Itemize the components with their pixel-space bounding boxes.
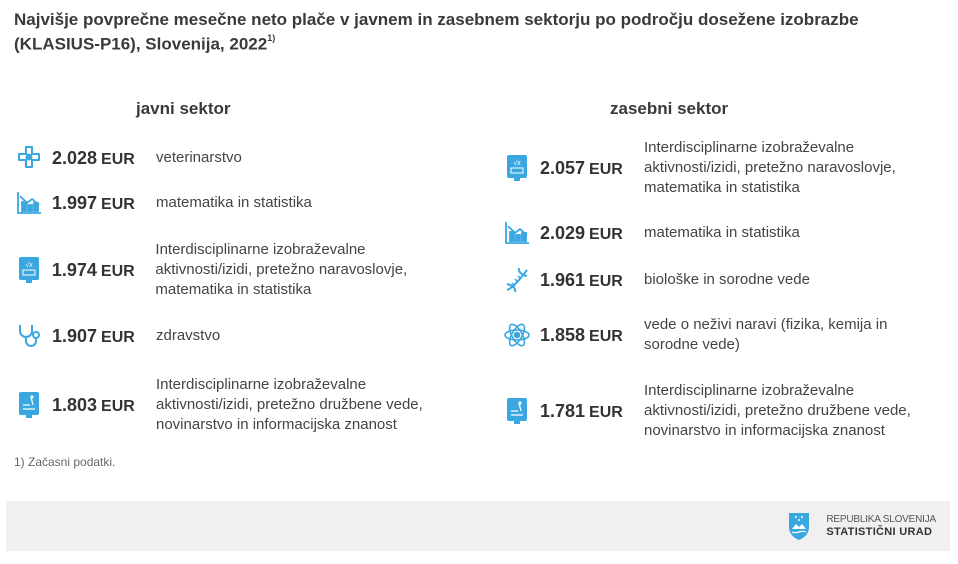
private-item [502,315,952,355]
page-title [14,9,944,55]
field-label: matematika in statistika [156,194,312,211]
amount-value: 2.057 [540,157,586,178]
currency-label: EUR [589,327,623,345]
public-item [14,240,454,300]
coat-of-arms-icon [788,511,810,541]
field-label: vede o neživi naravi (fizika, kemija in sorodne vede) [644,316,888,353]
atom-icon [502,320,532,350]
currency-label: EUR [589,403,623,421]
currency-label: EUR [101,397,135,415]
logo-line-2: STATISTIČNI URAD [826,526,933,538]
amount-value: 2.028 [52,147,98,168]
amount-value: 1.907 [52,325,98,346]
currency-label: EUR [100,262,135,280]
amount-value: 1.781 [540,400,586,421]
currency-label: EUR [589,272,623,290]
private-item [502,265,810,295]
public-sector-heading: javni sektor [136,99,231,118]
field-label: Interdisciplinarne izobraževalne aktivnosti/izidi, pretežno družbene vede, novinarstvo in informacijska znanost [156,376,423,433]
math-book-icon [502,153,532,183]
social-book-icon [14,390,44,420]
stethoscope-icon [14,321,44,351]
currency-label: EUR [589,225,623,243]
field-label: matematika in statistika [644,224,800,241]
title-line-1: Najvišje povprečne mesečne neto plače v javnem in zasebnem sektorju po področju dosežene izobrazbe [14,10,859,29]
field-label: zdravstvo [156,327,221,344]
currency-label: EUR [589,160,623,178]
public-item [14,375,464,435]
amount-value: 2.029 [540,222,586,243]
footer-band [6,501,950,551]
title-line-2: (KLASIUS-P16), Slovenija, 2022 [14,34,268,54]
logo-line-1: REPUBLIKA SLOVENIJA [826,514,936,525]
currency-label: EUR [101,195,135,213]
public-item [14,321,220,351]
public-item [14,143,242,173]
private-sector-heading: zasebni sektor [610,99,729,118]
public-item [14,188,312,218]
statistics-chart-icon [14,188,44,218]
field-label: biološke in sorodne vede [644,271,810,288]
math-book-icon [14,255,44,285]
svg-text:√x: √x [25,262,33,269]
footnote-mark: 1) [267,33,276,43]
field-label: veterinarstvo [156,149,242,166]
field-label: Interdisciplinarne izobraževalne aktivnosti/izidi, pretežno naravoslovje, matematika in statistika [155,241,408,298]
private-item [502,138,952,198]
amount-value: 1.974 [51,259,97,280]
amount-value: 1.803 [52,394,98,415]
private-item [502,218,800,248]
surs-logo [788,511,936,541]
private-item [502,381,952,441]
amount-value: 1.997 [52,192,98,213]
footnote: 1) Začasni podatki. [14,455,116,469]
currency-label: EUR [101,328,135,346]
field-label: Interdisciplinarne izobraževalne aktivnosti/izidi, pretežno naravoslovje, matematika in statistika [644,139,896,196]
statistics-chart-icon [502,218,532,248]
svg-text:√x: √x [513,160,521,167]
social-book-icon [502,396,532,426]
currency-label: EUR [101,150,135,168]
dna-icon [502,265,532,295]
field-label: Interdisciplinarne izobraževalne aktivnosti/izidi, pretežno družbene vede, novinarstvo in informacijska znanost [644,382,911,439]
amount-value: 1.961 [540,269,586,290]
veterinary-icon [14,143,44,173]
amount-value: 1.858 [540,324,586,345]
